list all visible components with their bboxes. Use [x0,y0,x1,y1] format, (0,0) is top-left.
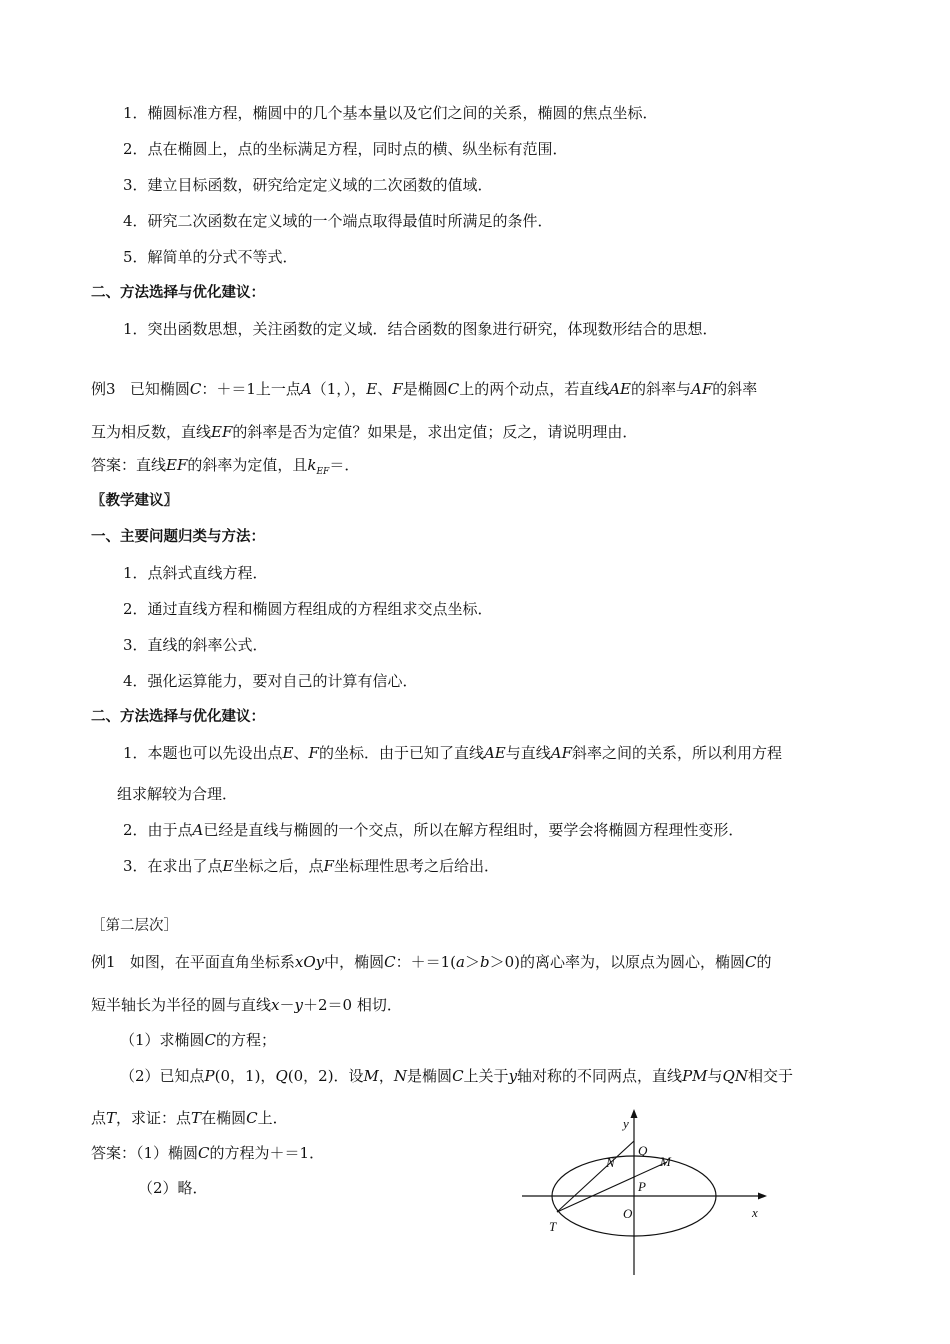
question-1: （1）求椭圆C的方程； [120,1031,277,1049]
label-t: T [549,1219,557,1234]
answer-2: （2）略． [138,1179,208,1197]
list-item: 2．点在椭圆上，点的坐标满足方程，同时点的横、纵坐标有范围． [123,140,568,158]
example1-statement: 例1 如图，在平面直角坐标系xOy中，椭圆C：＋＝1(a＞b＞0)的离心率为，以原点为圆心，椭圆C的 [91,953,772,971]
list-item: 4．强化运算能力，要对自己的计算有信心． [123,672,418,690]
question-2-cont: 点T，求证：点T在椭圆C上． [91,1109,288,1127]
list-item: 1．点斜式直线方程． [123,564,268,582]
list-item: 3．直线的斜率公式． [123,636,268,654]
section-heading: 一、主要问题归类与方法： [91,529,265,545]
list-item: 1．本题也可以先设出点E、F的坐标．由于已知了直线AE与直线AF斜率之间的关系，所以利用方程 [123,744,783,762]
label-m: M [660,1154,671,1169]
label-o: O [623,1206,633,1221]
list-item: 3．建立目标函数，研究给定定义域的二次函数的值域． [123,176,493,194]
list-item-cont: 组求解较为合理． [117,785,238,803]
label-p: P [638,1179,646,1194]
x-axis-arrow [758,1193,767,1200]
teaching-title: 〖教学建议〗 [91,493,178,509]
list-item: 1．椭圆标准方程，椭圆中的几个基本量以及它们之间的关系，椭圆的焦点坐标． [123,104,658,122]
label-x: x [752,1205,758,1220]
list-item: 2．通过直线方程和椭圆方程组成的方程组求交点坐标． [123,600,493,618]
example3-answer: 答案：直线EF的斜率为定值，且$k_{EF}=$． [91,456,360,477]
example3-statement: 例3 已知椭圆C：＋＝1上一点A（1，），E、F是椭圆C上的两个动点，若直线AE的斜率与AF的斜率 [91,380,758,398]
list-item: 4．研究二次函数在定义域的一个端点取得最值时所满足的条件． [123,212,553,230]
list-item: 1．突出函数思想，关注函数的定义域．结合函数的图象进行研究，体现数形结合的思想． [123,320,718,338]
label-n: N [606,1155,615,1170]
list-item: 5．解简单的分式不等式． [123,248,298,266]
label-y: y [623,1116,629,1131]
example1-statement-cont: 短半轴长为半径的圆与直线x－y＋2＝0 相切． [91,996,402,1014]
section-heading: 二、方法选择与优化建议： [91,709,265,725]
list-item: 2．由于点A已经是直线与椭圆的一个交点，所以在解方程组时，要学会将椭圆方程理性变形． [123,821,744,839]
label-q: Q [638,1143,648,1158]
ellipse-figure [515,1105,770,1277]
y-axis-arrow [631,1109,638,1118]
question-2: （2）已知点P(0，1)，Q(0，2)．设M，N是椭圆C上关于y轴对称的不同两点，直线PM与QN相交于 [120,1067,793,1085]
line-qn [557,1141,634,1212]
section-heading: 二、方法选择与优化建议： [91,285,265,301]
answer-1: 答案：（1）椭圆C的方程为＋＝1． [91,1144,325,1162]
list-item: 3．在求出了点E坐标之后，点F坐标理性思考之后给出． [123,857,499,875]
level-title: ［第二层次］ [91,918,178,934]
example3-statement-cont: 互为相反数，直线EF的斜率是否为定值？如果是，求出定值；反之，请说明理由． [91,423,638,441]
